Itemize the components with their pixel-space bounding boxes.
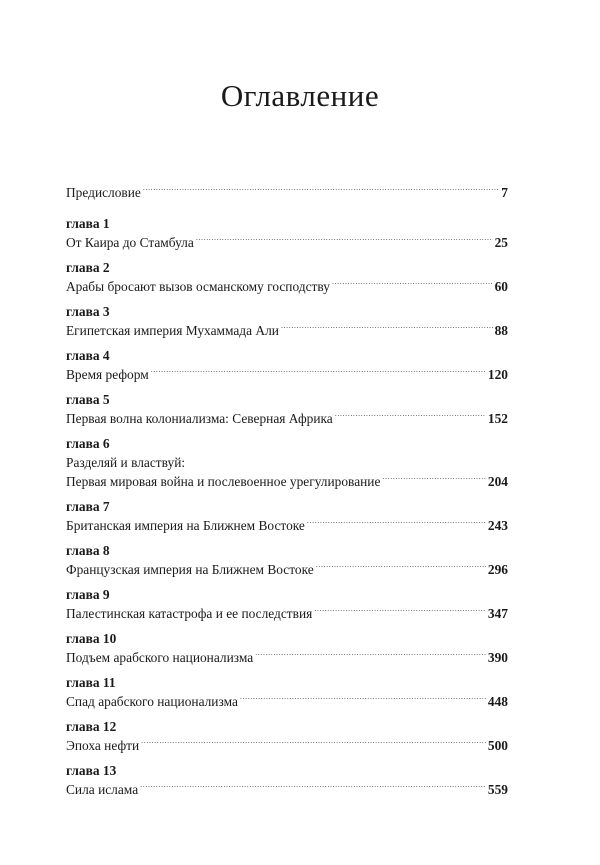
toc-page-number: 559 <box>487 782 508 797</box>
chapter-title-row <box>66 409 508 429</box>
toc-entry-preface[interactable] <box>66 183 508 203</box>
toc-chapter[interactable] <box>66 303 508 341</box>
chapter-title-row <box>66 277 508 297</box>
chapter-label: глава 6 <box>66 436 110 451</box>
chapter-label: глава 3 <box>66 304 110 319</box>
chapter-title-row <box>66 604 508 624</box>
toc-page-number: 152 <box>487 411 508 426</box>
chapter-label: глава 11 <box>66 675 116 690</box>
toc-chapter[interactable] <box>66 391 508 429</box>
toc-chapter[interactable] <box>66 674 508 712</box>
toc-chapter[interactable] <box>66 718 508 756</box>
dot-leader <box>281 323 493 335</box>
toc-page-number: 296 <box>487 562 508 577</box>
chapter-title-row <box>66 692 508 712</box>
toc-chapter[interactable] <box>66 347 508 385</box>
toc-entry-title: Предисловие <box>66 185 141 200</box>
chapter-title: Британская империя на Ближнем Востоке <box>66 518 305 533</box>
chapter-title: От Каира до Стамбула <box>66 235 194 250</box>
toc-page-number: 60 <box>494 279 508 294</box>
toc-chapter[interactable] <box>66 259 508 297</box>
chapter-label: глава 8 <box>66 543 110 558</box>
toc-page-number: 448 <box>487 694 508 709</box>
dot-leader <box>332 279 493 291</box>
chapter-title-row <box>66 736 508 756</box>
toc-chapter[interactable] <box>66 586 508 624</box>
chapter-title-row <box>66 472 508 492</box>
chapter-label: глава 13 <box>66 763 117 778</box>
chapter-title-row <box>66 516 508 536</box>
toc-page-number: 204 <box>487 474 508 489</box>
chapter-title-row <box>66 560 508 580</box>
chapter-title-row <box>66 321 508 341</box>
toc-page-number: 500 <box>487 738 508 753</box>
toc-page-number: 88 <box>494 323 508 338</box>
dot-leader <box>143 185 499 197</box>
chapter-title-line: Разделяй и властвуй: <box>66 455 186 470</box>
toc-chapter[interactable] <box>66 762 508 800</box>
chapter-label: глава 9 <box>66 587 110 602</box>
chapter-label: глава 4 <box>66 348 110 363</box>
chapter-label: глава 1 <box>66 216 110 231</box>
page-title: Оглавление <box>220 78 380 113</box>
toc-page-number: 347 <box>487 606 508 621</box>
chapter-title-row <box>66 648 508 668</box>
chapter-title: Первая мировая война и послевоенное урегулирование <box>66 474 381 489</box>
toc-page-number: 390 <box>487 650 508 665</box>
toc-chapter[interactable] <box>66 630 508 668</box>
chapter-title: Арабы бросают вызов османскому господству <box>66 279 330 294</box>
toc-page-number: 7 <box>501 185 508 200</box>
chapter-title: Первая волна колониализма: Северная Африка <box>66 411 333 426</box>
toc-chapter[interactable] <box>66 542 508 580</box>
dot-leader <box>382 474 485 486</box>
dot-leader <box>240 694 486 706</box>
chapter-label: глава 5 <box>66 392 110 407</box>
chapter-title-row <box>66 233 508 253</box>
chapter-label: глава 2 <box>66 260 110 275</box>
chapter-label: глава 10 <box>66 631 117 646</box>
chapter-title: Палестинская катастрофа и ее последствия <box>66 606 313 621</box>
dot-leader <box>151 367 486 379</box>
toc-chapter[interactable] <box>66 498 508 536</box>
dot-leader <box>316 562 486 574</box>
dot-leader <box>314 606 486 618</box>
chapter-title-row <box>66 780 508 800</box>
toc-page-number: 243 <box>487 518 508 533</box>
chapter-title: Египетская империя Мухаммада Али <box>66 323 279 338</box>
dot-leader <box>140 782 486 794</box>
chapter-title: Эпоха нефти <box>66 738 140 753</box>
dot-leader <box>196 235 493 247</box>
dot-leader <box>307 518 486 530</box>
chapter-title: Сила ислама <box>66 782 139 797</box>
table-of-contents <box>66 183 508 806</box>
chapter-title-row <box>66 365 508 385</box>
toc-page-number: 25 <box>494 235 508 250</box>
dot-leader <box>255 650 486 662</box>
chapter-list <box>66 215 508 800</box>
chapter-title: Подъем арабского национализма <box>66 650 254 665</box>
chapter-title: Время реформ <box>66 367 149 382</box>
toc-page-number: 120 <box>487 367 508 382</box>
dot-leader <box>335 411 486 423</box>
chapter-label: глава 7 <box>66 499 110 514</box>
chapter-title: Спад арабского национализма <box>66 694 238 709</box>
toc-chapter[interactable] <box>66 215 508 253</box>
chapter-label: глава 12 <box>66 719 117 734</box>
dot-leader <box>141 738 486 750</box>
toc-chapter[interactable] <box>66 435 508 492</box>
chapter-title: Французская империя на Ближнем Востоке <box>66 562 314 577</box>
